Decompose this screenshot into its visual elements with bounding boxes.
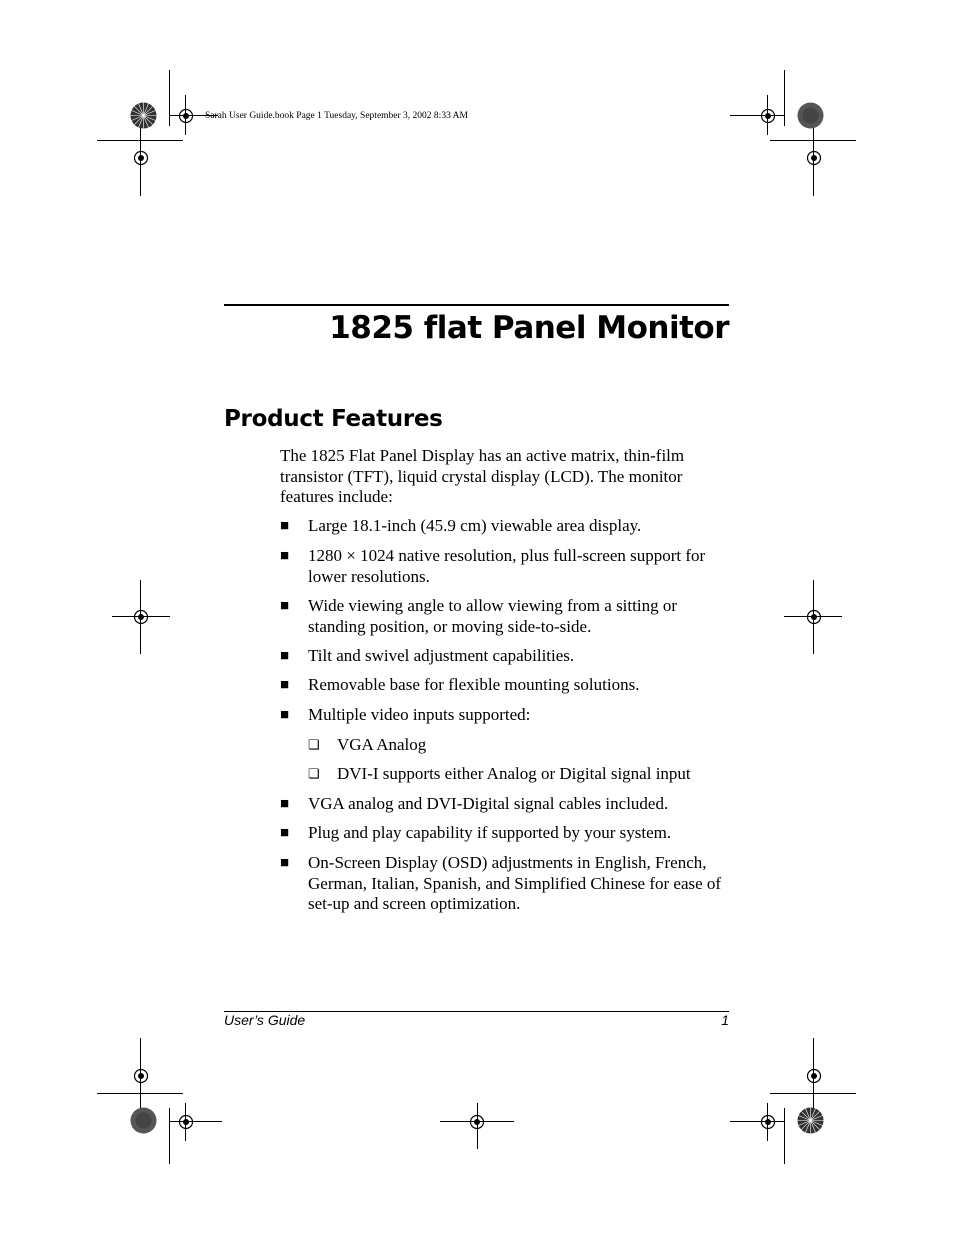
crop-mark [770,1093,856,1094]
intro-paragraph: The 1825 Flat Panel Display has an active matrix, thin-film transistor (TFT), liquid crystal display (LCD). The monitor features include: [280,446,685,506]
starburst-mark-icon [130,1107,157,1134]
title-rule [224,304,729,306]
feature-text: On-Screen Display (OSD) adjustments in English, French, German, Italian, Spanish, and Simplified Chinese for ease of set-up and screen optimization. [308,853,722,913]
bullet-square-icon: ■ [280,548,290,564]
crop-mark [169,70,170,126]
sub-feature-text: DVI-I supports either Analog or Digital signal input [337,764,691,783]
feature-text: Wide viewing angle to allow viewing from a sitting or standing position, or moving side-to-side. [308,596,677,636]
registration-target-icon [759,107,777,125]
bullet-square-icon: ■ [280,707,290,723]
crop-mark [169,1108,170,1164]
bullet-square-icon: ■ [280,518,290,534]
feature-text: Plug and play capability if supported by your system. [308,823,672,842]
registration-target-icon [132,149,150,167]
starburst-mark-icon [797,102,824,129]
feature-text: 1280 × 1024 native resolution, plus full-screen support for lower resolutions. [308,546,706,586]
feature-text: VGA analog and DVI-Digital signal cables included. [308,794,669,813]
registration-target-icon [177,107,195,125]
chapter-title: 1825 flat Panel Monitor [329,310,729,346]
starburst-mark-icon [797,1107,824,1134]
bullet-square-icon: ■ [280,796,290,812]
registration-target-icon [132,1067,150,1085]
bullet-square-icon: ■ [280,648,290,664]
section-heading: Product Features [224,406,443,432]
bullet-square-icon: ■ [280,855,290,871]
bullet-hollow-square-icon: ❏ [308,737,320,752]
registration-target-icon [805,1067,823,1085]
crop-mark [784,70,785,126]
page-number: 1 [721,1012,729,1028]
bullet-square-icon: ■ [280,825,290,841]
registration-target-icon [759,1113,777,1131]
feature-text: Multiple video inputs supported: [308,705,531,724]
feature-text: Removable base for flexible mounting solutions. [308,675,640,694]
registration-target-icon [805,608,823,626]
starburst-mark-icon [130,102,157,129]
sub-feature-text: VGA Analog [337,735,427,754]
registration-target-icon [468,1113,486,1131]
registration-target-icon [132,608,150,626]
bullet-square-icon: ■ [280,598,290,614]
registration-target-icon [805,149,823,167]
crop-mark [97,1093,183,1094]
bullet-square-icon: ■ [280,677,290,693]
feature-text: Large 18.1-inch (45.9 cm) viewable area display. [308,516,642,535]
crop-mark [784,1108,785,1164]
footer-guide-title: User’s Guide [224,1012,306,1028]
feature-text: Tilt and swivel adjustment capabilities. [308,646,575,665]
print-slug-line: Sarah User Guide.book Page 1 Tuesday, September 3, 2002 8:33 AM [205,111,468,121]
registration-target-icon [177,1113,195,1131]
bullet-hollow-square-icon: ❏ [308,766,320,781]
